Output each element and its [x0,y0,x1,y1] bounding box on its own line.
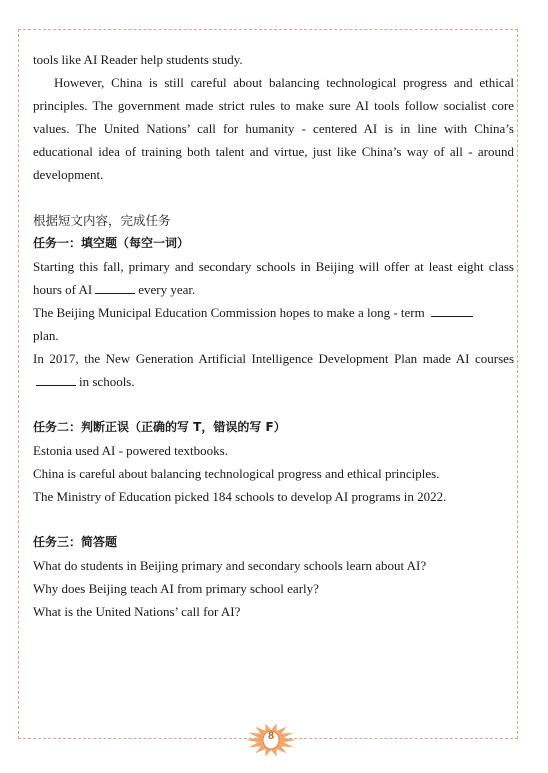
task2-item: The Ministry of Education picked 184 schools to develop AI programs in 2022. [33,489,447,504]
task1-q3-text: In 2017, the New Generation Artificial Intelligence Development Plan made AI courses [33,351,514,366]
paragraph-continuation: tools like AI Reader help students study. [33,52,243,67]
document-body [33,48,514,623]
task1-question-3 [33,347,514,393]
task1-q1-text: Starting this fall, primary and secondary schools in Beijing will offer at least eight class hours of AI [33,259,514,297]
task3-heading: 任务三：简答题 [33,535,118,549]
task2-item: China is careful about balancing technological progress and ethical principles. [33,466,440,481]
task3-item: Why does Beijing teach AI from primary school early? [33,581,319,596]
task1-question-2 [33,301,514,347]
answer-blank[interactable] [95,279,135,294]
answer-blank[interactable] [36,371,76,386]
task1-q2-text: The Beijing Municipal Education Commission hopes to make a long - term [33,305,425,320]
task1-q1-tail: every year. [138,282,196,297]
task-instructions: 根据短文内容，完成任务 [33,213,171,228]
task2-heading: 任务二：判断正误（正确的写 T，错误的写 F） [33,420,286,434]
task3-item: What is the United Nations’ call for AI? [33,604,241,619]
task1-q2-tail: plan. [33,328,59,343]
page-number: 8 [267,730,275,742]
task1-heading: 任务一：填空题（每空一词） [33,236,190,250]
task2-item: Estonia used AI - powered textbooks. [33,443,228,458]
task1-q3-tail: in schools. [79,374,135,389]
task3-item: What do students in Beijing primary and secondary schools learn about AI? [33,558,427,573]
paragraph-ethics: However, China is still careful about balancing technological progress and ethical principles. The government made strict rules to make sure AI tools follow socialist core values. The United Nations’ call for humanity - centered AI is in line with China’s educational idea of training both talent and virtue, just like China’s way of all - around development. [33,75,514,182]
task1-question-1 [33,255,514,301]
answer-blank[interactable] [431,302,473,317]
